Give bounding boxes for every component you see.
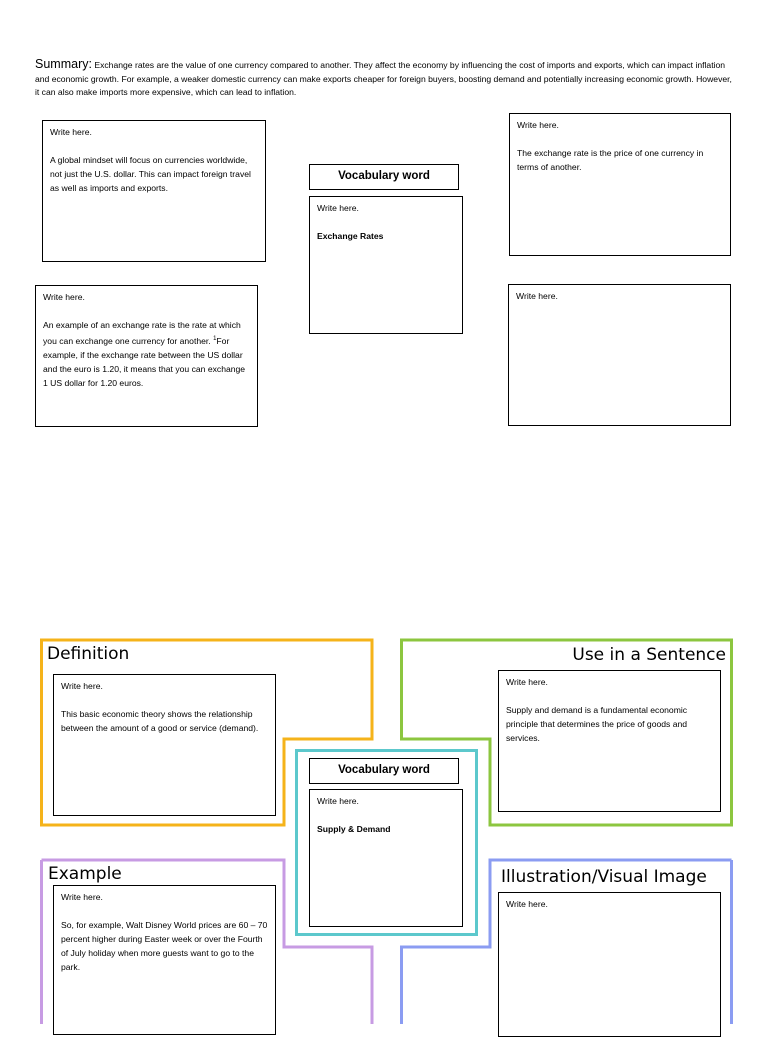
definition-box[interactable] xyxy=(53,674,276,816)
sentence-box[interactable] xyxy=(498,670,721,812)
vocab-word-title: Vocabulary word xyxy=(309,164,459,190)
top-left-text: A global mindset will focus on currencies worldwide, not just the U.S. dollar. This can impact foreign travel as well as imports and exports. xyxy=(50,155,251,193)
example-heading: Example xyxy=(48,864,122,884)
write-here-label: Write here. xyxy=(506,899,548,909)
footnote-marker: 1 xyxy=(213,336,217,342)
definition-text: This basic economic theory shows the relationship between the amount of a good or service (demand). xyxy=(61,709,259,733)
definition-heading: Definition xyxy=(47,644,130,664)
write-here-label: Write here. xyxy=(506,677,548,687)
summary-label: Summary: xyxy=(35,57,92,71)
write-here-label: Write here. xyxy=(317,203,359,213)
illustration-heading: Illustration/Visual Image xyxy=(501,867,707,887)
top-right-text: The exchange rate is the price of one currency in terms of another. xyxy=(517,148,704,172)
sentence-text: Supply and demand is a fundamental economic principle that determines the price of goods and services. xyxy=(506,705,688,743)
write-here-label: Write here. xyxy=(61,892,103,902)
write-here-label: Write here. xyxy=(517,120,559,130)
center-vocab-box[interactable] xyxy=(309,789,463,927)
example-text: So, for example, Walt Disney World prices are 60 – 70 percent higher during Easter week or over the Fourth of July holiday when more guests want to go to the park. xyxy=(61,920,268,972)
example-box[interactable] xyxy=(53,885,276,1035)
write-here-label: Write here. xyxy=(50,127,92,137)
summary-text: Exchange rates are the value of one currency compared to another. They affect the economy by influencing the cost of imports and exports, which can impact inflation and economic growth. For example, a weaker domestic currency can make exports cheaper for foreign buyers, boosting demand and potentially increasing economic growth. However, it can also make imports more expensive, which can lead to inflation. xyxy=(35,60,732,97)
write-here-label: Write here. xyxy=(516,291,558,301)
write-here-label: Write here. xyxy=(317,796,359,806)
write-here-label: Write here. xyxy=(43,292,85,302)
center-vocab-word: Supply & Demand xyxy=(317,824,391,834)
bottom-left-text: An example of an exchange rate is the rate at which you can exchange one currency for another. $^1$For example, if the exchange rate between the US dollar and the euro is 1.20, it means that you can exchange 1 US dollar for 1.20 euros. xyxy=(43,320,246,388)
center-vocab-word: Exchange Rates xyxy=(317,231,384,241)
vocab-word-title: Vocabulary word xyxy=(309,758,459,784)
write-here-label: Write here. xyxy=(61,681,103,691)
illustration-box[interactable] xyxy=(498,892,721,1037)
sentence-heading: Use in a Sentence xyxy=(572,645,726,665)
